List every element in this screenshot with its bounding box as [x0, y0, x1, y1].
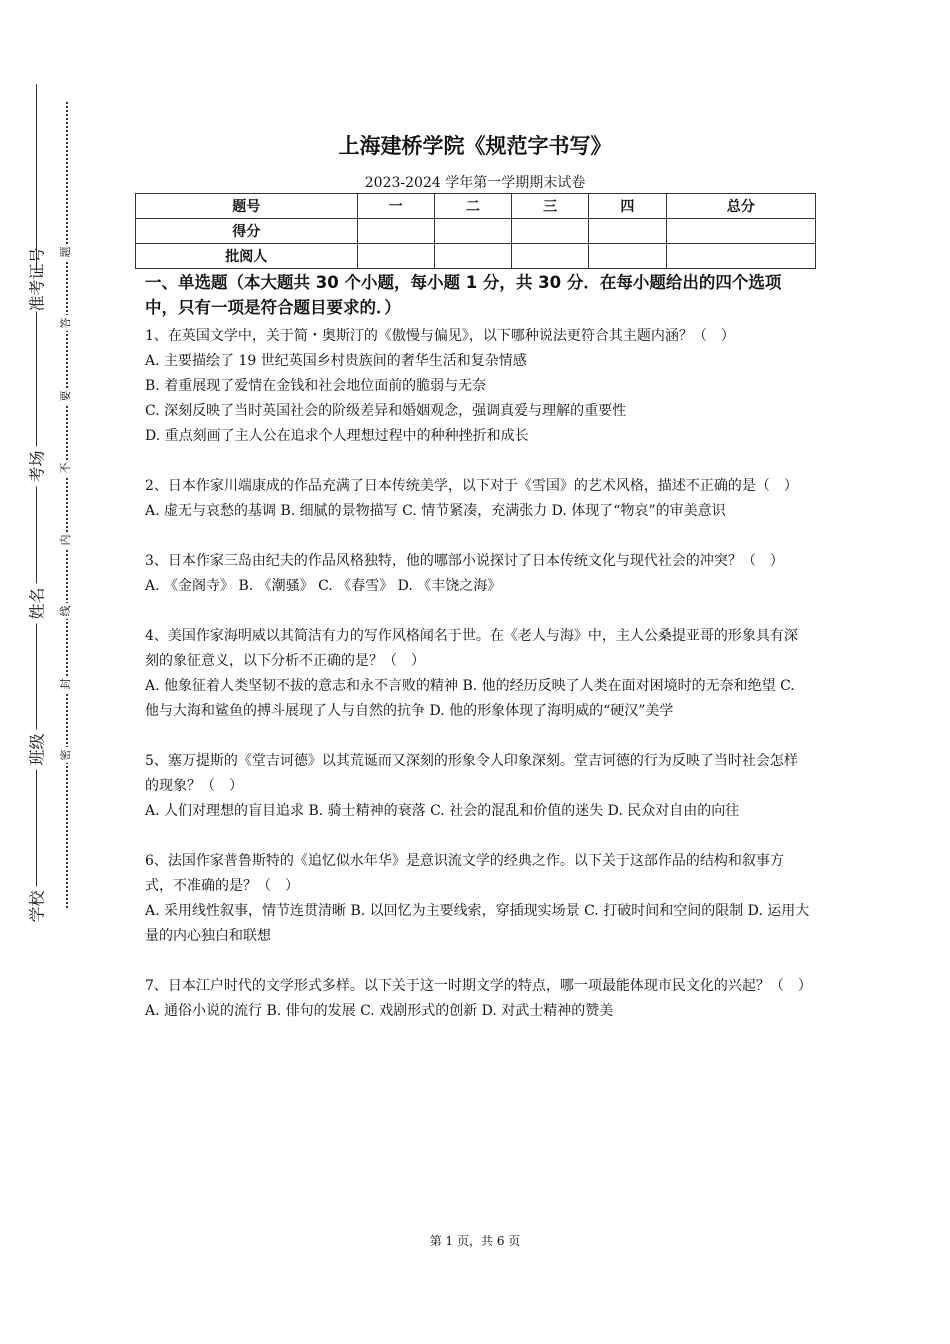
score-table-header: 一	[357, 194, 434, 219]
score-table-row	[136, 244, 816, 269]
page-footer: 第 1 页，共 6 页	[429, 1234, 521, 1248]
row-label-grader: 批阅人	[136, 244, 358, 269]
label-school: 学校	[25, 887, 48, 927]
question-option: C. 深刻反映了当时英国社会的阶级差异和婚姻观念，强调真爱与理解的重要性	[145, 403, 627, 419]
seal-char: 内	[59, 532, 73, 548]
question-options: A. 虚无与哀愁的基调 B. 细腻的景物描写 C. 情节紧凑，充满张力 D. 体现了“物哀”的审美意识	[145, 503, 726, 519]
question-item	[145, 474, 810, 524]
score-table-header: 题号	[136, 194, 358, 219]
grader-cell[interactable]	[434, 244, 511, 269]
label-exam-room: 考场	[25, 447, 48, 487]
seal-char: 题	[59, 244, 73, 260]
label-class: 班级	[25, 730, 48, 770]
question-options: A. 他象征着人类坚韧不拔的意志和永不言败的精神 B. 他的经历反映了人类在面对困境时的无奈和绝望 C. 他与大海和鲨鱼的搏斗展现了人与自然的抗争 D. 他的形象体现了海明威的“硬汉”美学	[145, 678, 795, 719]
question-stem: 6、法国作家普鲁斯特的《追忆似水年华》是意识流文学的经典之作。以下关于这部作品的结构和叙事方式，不准确的是？（ ）	[145, 853, 784, 894]
exam-subtitle: 2023-2024 学年第一学期期末试卷	[364, 175, 586, 191]
question-option: A. 主要描绘了 19 世纪英国乡村贵族间的奢华生活和复杂情感	[145, 353, 527, 369]
label-ticket-number: 准考证号	[25, 272, 48, 312]
question-option: B. 着重展现了爱情在金钱和社会地位面前的脆弱与无奈	[145, 378, 487, 394]
label-name: 姓名	[25, 584, 48, 624]
score-cell[interactable]	[434, 219, 511, 244]
seal-char: 不	[59, 460, 73, 476]
seal-char: 要	[59, 388, 73, 404]
question-content	[145, 270, 810, 1049]
question-option: D. 重点刻画了主人公在追求个人理想过程中的种种挫折和成长	[145, 428, 529, 444]
grader-cell[interactable]	[512, 244, 589, 269]
score-cell[interactable]	[666, 219, 815, 244]
question-options: A. 采用线性叙事，情节连贯清晰 B. 以回忆为主要线索，穿插现实场景 C. 打破时间和空间的限制 D. 运用大量的内心独白和联想	[145, 903, 810, 944]
section-title: 一、单选题（本大题共 30 个小题，每小题 1 分，共 30 分．在每小题给出的四个选项中，只有一项是符合题目要求的．）	[145, 273, 782, 317]
seal-char: 封	[59, 676, 73, 692]
seal-char: 密	[59, 747, 73, 763]
question-options: A. 人们对理想的盲目追求 B. 骑士精神的衰落 C. 社会的混乱和价值的迷失 D. 民众对自由的向往	[145, 803, 740, 819]
score-table-header: 总分	[666, 194, 815, 219]
score-table-header: 二	[434, 194, 511, 219]
score-cell[interactable]	[512, 219, 589, 244]
question-item	[145, 974, 810, 1024]
question-item	[145, 749, 810, 824]
question-options: A. 《金阁寺》 B. 《潮骚》 C. 《春雪》 D. 《丰饶之海》	[145, 578, 502, 594]
exam-title: 上海建桥学院《规范字书写》	[338, 134, 612, 158]
grader-cell[interactable]	[666, 244, 815, 269]
question-stem: 3、日本作家三岛由纪夫的作品风格独特，他的哪部小说探讨了日本传统文化与现代社会的冲突？（ ）	[145, 553, 784, 569]
question-stem: 5、塞万提斯的《堂吉诃德》以其荒诞而又深刻的形象令人印象深刻。堂吉诃德的行为反映了当时社会怎样的现象？（ ）	[145, 753, 798, 794]
binding-line	[36, 84, 37, 926]
score-table-header: 四	[589, 194, 666, 219]
grader-cell[interactable]	[589, 244, 666, 269]
score-table-header-row	[136, 194, 816, 219]
row-label-score: 得分	[136, 219, 358, 244]
question-item	[145, 624, 810, 724]
score-table-header: 三	[512, 194, 589, 219]
score-table	[135, 193, 816, 269]
seal-char: 线	[59, 603, 73, 619]
binding-margin	[0, 0, 110, 1344]
question-stem: 2、日本作家川端康成的作品充满了日本传统美学，以下对于《雪国》的艺术风格，描述不正确的是（ ）	[145, 478, 798, 494]
question-item	[145, 324, 810, 449]
score-cell[interactable]	[589, 219, 666, 244]
seal-char: 答	[59, 315, 73, 331]
score-table-row	[136, 219, 816, 244]
grader-cell[interactable]	[357, 244, 434, 269]
question-stem: 1、在英国文学中，关于简・奥斯汀的《傲慢与偏见》，以下哪种说法更符合其主题内涵？（ ）	[145, 328, 735, 344]
question-item	[145, 549, 810, 599]
question-stem: 7、日本江户时代的文学形式多样。以下关于这一时期文学的特点，哪一项最能体现市民文化的兴起？（ ）	[145, 978, 812, 994]
question-options: A. 通俗小说的流行 B. 俳句的发展 C. 戏剧形式的创新 D. 对武士精神的赞美	[145, 1003, 614, 1019]
score-cell[interactable]	[357, 219, 434, 244]
question-stem: 4、美国作家海明威以其简洁有力的写作风格闻名于世。在《老人与海》中，主人公桑提亚哥的形象具有深刻的象征意义，以下分析不正确的是？（ ）	[145, 628, 798, 669]
question-item	[145, 849, 810, 949]
seal-dotted-line	[66, 102, 68, 908]
